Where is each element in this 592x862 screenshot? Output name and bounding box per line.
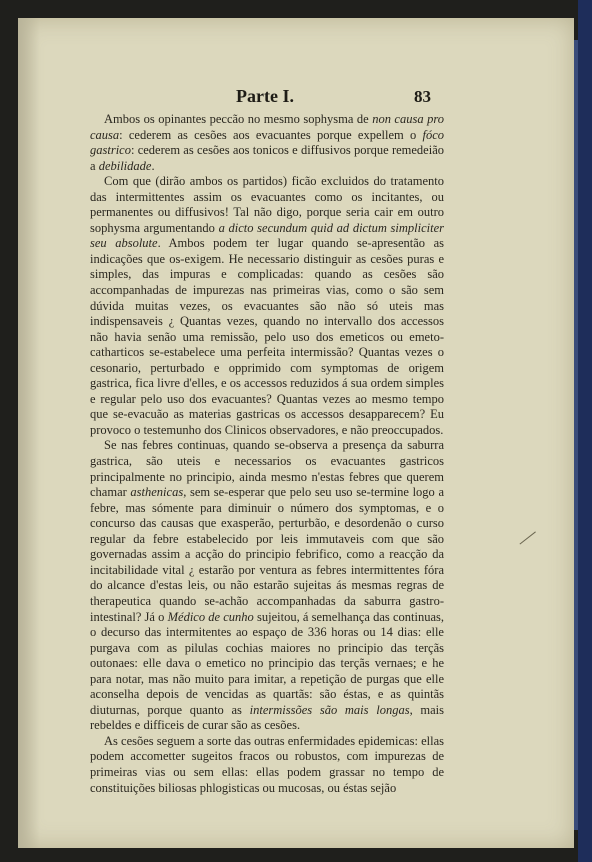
text-run: : cederem as cesões aos evacuantes porque expellem o: [119, 127, 423, 142]
text-run: Ambos os opinantes peccão no mesmo sophysma de: [104, 112, 373, 126]
text-run: .: [151, 158, 155, 173]
text-run: sujeitou, á semelhança das continuas, o decurso das intermitentes ao espaço de 336 horas ou 14 dias: elle purgava com as pilulas cochias maiores no principio das terçãs outonaes: elle dava o emetico no principio das terçãs vernaes; e he para notar, mas não muito para imitar, a repetição de purgas que elle aconselha depois de vencidas as quartãs: são éstas, e as quintãs diuturnas, porque quanto as: [90, 609, 444, 717]
italic-phrase: debilidade: [98, 158, 152, 173]
italic-phrase: Médico de cunho: [167, 609, 254, 624]
italic-phrase: asthenicas: [130, 485, 184, 500]
italic-phrase: fóco gastrico: [90, 127, 444, 158]
text-run: Se nas febres continuas, quando se-observa a presença da saburra gastrica, são uteis e necessarios os evacuantes gastricos principalmente no principio, ainda mesmo n'estas febres que querem chamar: [90, 438, 444, 500]
text-run: , sem se-esperar que pelo seu uso se-termine logo a febre, mas sómente para diminuir o número dos symptomas, e o concurso das causas que exasperão, perturbão, e desordenão o curso regular da febre estabelecido por leis immutaveis com que são governadas assim a acção do principio febrifico, como a reacção da incitabilidade vital ¿ estarão por ventura as febres intermittentes fóra do alcance d'estas leis, ou não estarão sujeitas ás mesmas regras de therapeutica quando se-achão accompanhadas da saburra gastro-intestinal? Já o: [90, 485, 444, 624]
scan-edge-bar: [578, 0, 592, 862]
page-gutter-shadow: [18, 18, 40, 848]
text-run: . Ambos podem ter lugar quando se-apresentão as indicações que os-exigem. He necessario distinguir as cesões puras e simples, das impuras e complicadas: quando as cesões são accompanhadas de impurezas nas primeiras vias, como o são sem dúvida muitas vezes, os evacuantes são não só uteis mas indispensaveis ¿ Quantas vezes, quando no intervallo dos accessos não havia senão uma remissão, pelo uso dos emeticos ou emeto-catharticos se-estabelece uma perfeita intermissão? Quantas vezes o cesonario, perturbado e opprimido com symptomas de origem gastrica, fica livre d'elles, e os accessos reduzidos á sua ordem simples e regular pelo uso dos evacuantes? Quantas vezes ao mesmo tempo que se-evacuão as materias gastricas os accessos desapparecem? Eu provoco o testemunho dos Clinicos observadores, e não preoccupados.: [90, 236, 444, 437]
paragraph: [90, 174, 444, 438]
italic-phrase: non causa pro causa: [90, 112, 444, 142]
italic-phrase: intermissões são mais longas: [249, 702, 410, 717]
page-number: 83: [414, 87, 431, 106]
text-run: : cederem as cesões aos tonicos e diffusivos porque remedeião a: [90, 143, 444, 173]
body-text: [90, 112, 444, 796]
paragraph: [90, 438, 444, 733]
paragraph: [90, 112, 444, 174]
text-run: As cesões seguem a sorte das outras enfermidades epidemicas: ellas podem accometter sugeitos fracos ou robustos, com impurezas de primeiras vias ou sem ellas: ellas podem grassar no tempo de constituições biliosas phlogisticas ou mucosas, ou éstas sejão: [90, 733, 444, 795]
italic-phrase: a dicto secundum quid ad dictum simpliciter seu absolute: [90, 220, 444, 251]
page-header: [0, 86, 592, 110]
text-run: , mais rebeldes e difficeis de curar são as cesões.: [90, 702, 445, 733]
running-head: Parte I.: [236, 86, 294, 106]
text-run: Com que (dirão ambos os partidos) ficão excluidos do tratamento das intermittentes assim os evacuantes como os incitantes, ou permanentes ou diffusivos! Tal não digo, porque seria cair em outro sophysma argumentando: [90, 174, 444, 235]
paragraph: [90, 734, 444, 796]
